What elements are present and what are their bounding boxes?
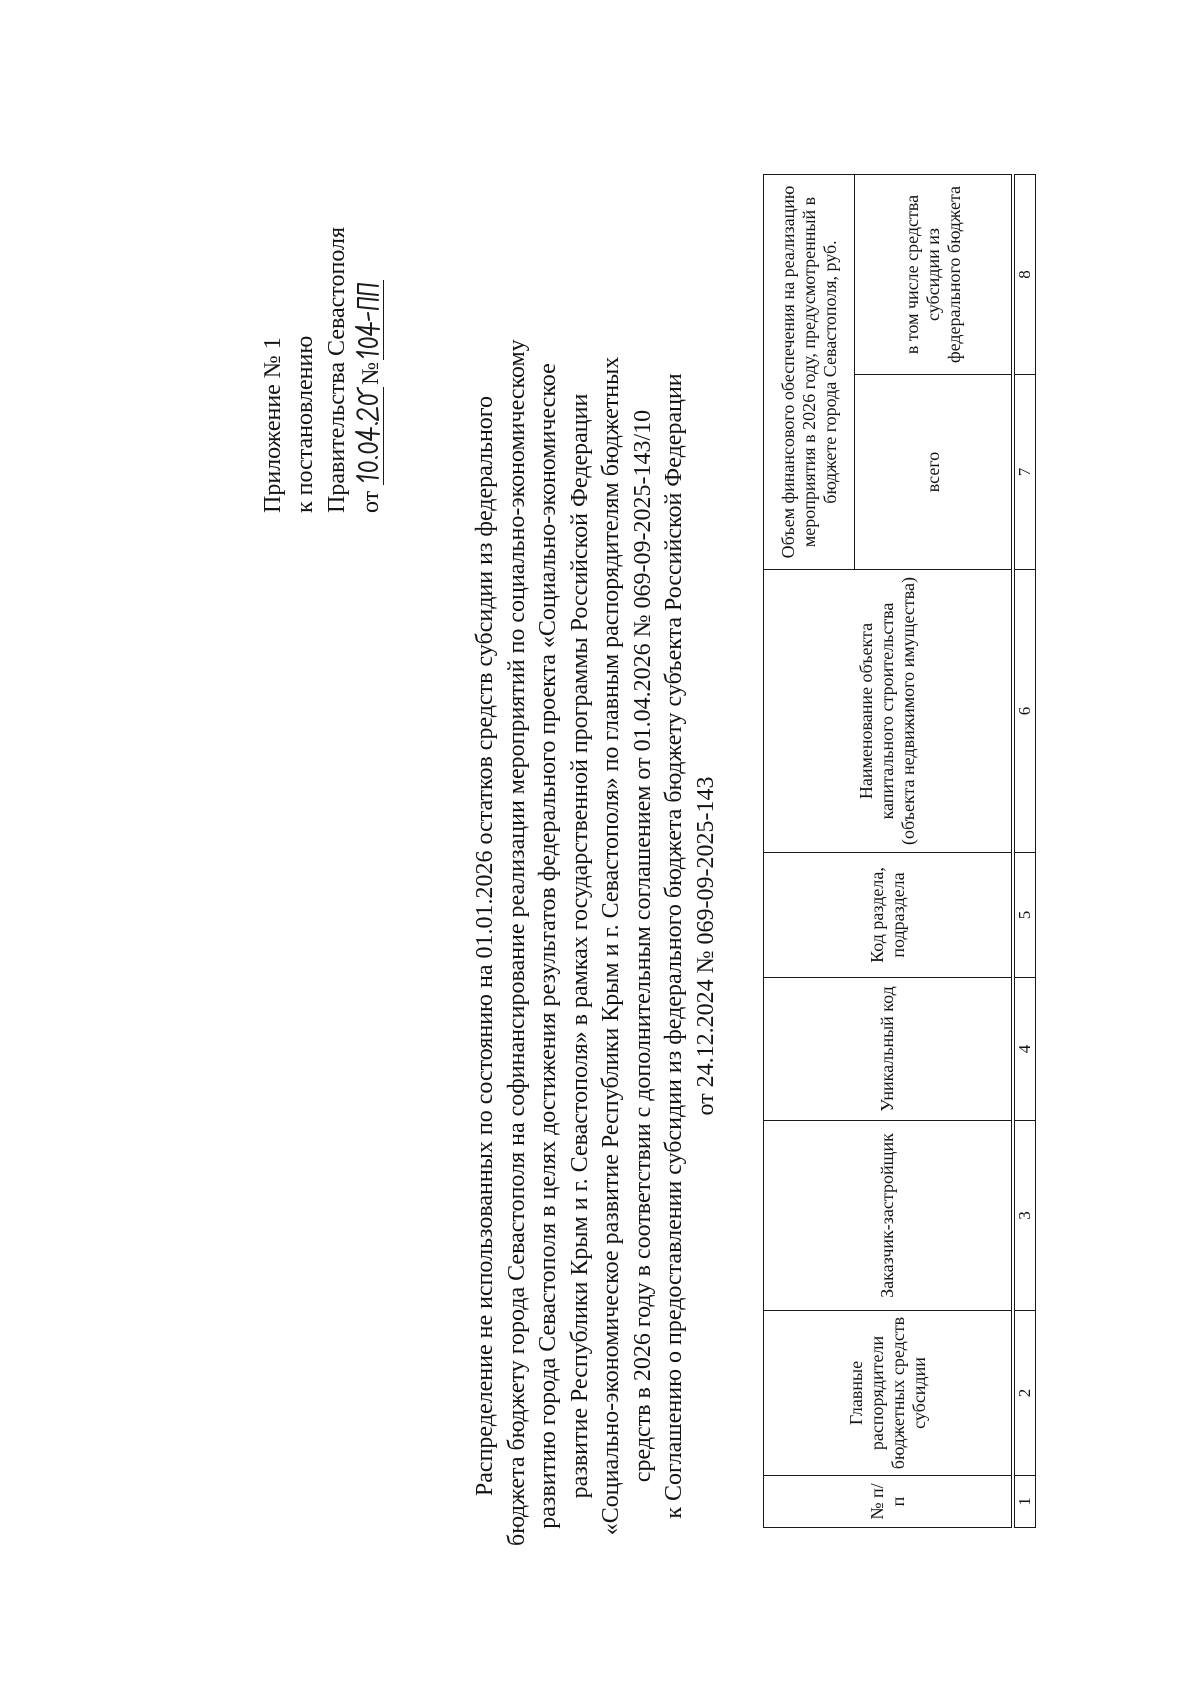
column-number: 5 — [1013, 853, 1036, 978]
appendix-government: Правительства Севастополя — [324, 226, 350, 513]
heading-line: Распределение не использованных по состоянию на 01.01.2026 остатков средств субсидии из федерального — [472, 395, 498, 1497]
number-sign: № — [358, 361, 384, 385]
header-number: № п/п — [764, 1476, 1014, 1528]
column-number: 7 — [1013, 375, 1036, 570]
appendix-block — [257, 227, 387, 513]
header-section-code: Код раздела, подраздела — [764, 853, 1014, 978]
appendix-resolution-ref: к постановлению — [292, 335, 318, 513]
distribution-table — [763, 174, 1036, 1528]
document-heading — [470, 339, 722, 1546]
column-number: 1 — [1013, 1476, 1036, 1528]
column-number: 4 — [1013, 978, 1036, 1121]
heading-line: бюджета бюджету города Севастополя на софинансирование реализации мероприятий по социально-экономическому — [503, 339, 530, 1546]
handwritten-number — [353, 280, 384, 360]
column-number: 6 — [1013, 570, 1036, 853]
column-number-row — [1013, 175, 1036, 1528]
table-header-row — [764, 175, 855, 1528]
header-customer-developer: Заказчик-застройщик — [764, 1121, 1014, 1311]
header-total: всего — [855, 375, 1014, 570]
appendix-date-line — [353, 227, 387, 513]
header-financing-volume: Объем финансового обеспечения на реализацию мероприятия в 2026 году, предусмотренный в бюджете города Севастополя, руб. — [764, 175, 855, 570]
handwritten-date-drawing — [351, 387, 383, 485]
heading-line: «Социально-экономическое развитие Республики Крым и г. Севастополя» по главным распорядителям бюджетных — [598, 356, 624, 1536]
handwritten-number-drawing — [351, 280, 383, 360]
heading-line: средств в 2026 году в соответствии с дополнительным соглашением от 01.04.2026 № 069-09-2025-143/10 — [629, 409, 656, 1483]
heading-line: к Соглашению о предоставлении субсидии из федерального бюджета бюджету субъекта Российской Федерации — [661, 373, 687, 1519]
column-number: 8 — [1013, 175, 1036, 375]
heading-line: от 24.12.2024 № 069-09-2025-143 — [692, 776, 719, 1116]
handwritten-date — [353, 387, 384, 485]
header-federal-subsidy: в том числе средства субсидии из федерального бюджета — [855, 175, 1014, 375]
date-prefix: от — [358, 490, 384, 513]
appendix-title: Приложение № 1 — [260, 337, 286, 513]
header-budget-managers: Главные распорядители бюджетных средств субсидии — [764, 1311, 1014, 1476]
column-number: 2 — [1013, 1311, 1036, 1476]
heading-line: развитие Республики Крым и г. Севастополя» в рамках государственной программы Российской Федерации — [566, 393, 593, 1499]
header-object-name: Наименование объекта капитального строительства (объекта недвижимого имущества) — [764, 570, 1014, 853]
column-number: 3 — [1013, 1121, 1036, 1311]
heading-line: развитию города Севастополя в целях достижения результатов федерального проекта «Социально-экономическое — [535, 363, 561, 1529]
header-unique-code: Уникальный код — [764, 978, 1014, 1121]
